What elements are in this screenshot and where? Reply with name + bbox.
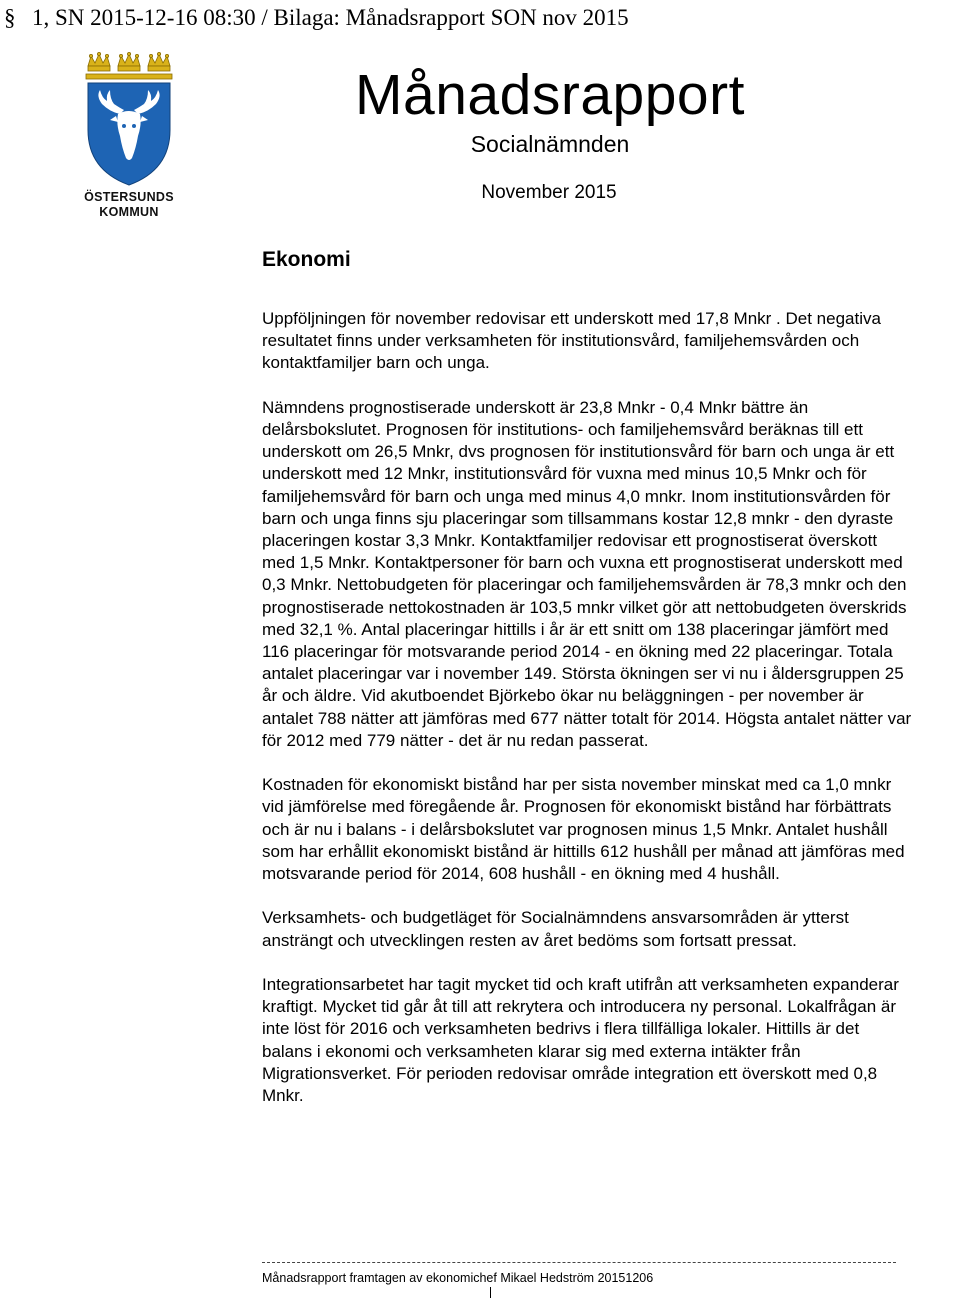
logo-name-line2: KOMMUN: [99, 205, 159, 219]
coat-of-arms-icon: [80, 52, 178, 187]
paragraph: Nämndens prognostiserade underskott är 23,8 Mnkr - 0,4 Mnkr bättre än delårsbokslutet. Prognosen för institutions- och familjehemsvård beräknas till ett underskott om 26,5 Mnkr, dvs prognosen för institutionsvård för barn och unga är ett underskott med 12 Mnkr, institutionsvård för vuxna med minus 10,5 Mnkr och för familjehemsvård för barn och unga med minus 4,0 mnkr. Inom institutionsvården för barn och unga finns sju placeringar som tillsammans kostar 12,8 mnkr - den dyraste placeringen kostar 3,3 Mnkr. Kontaktfamiljer redovisar ett prognostiserat överskott med 1,5 Mnkr. Kontaktpersoner för barn och vuxna ett prognostiserat underskott med 0,3 Mnkr. Nettobudgeten för placeringar och familjehemsvården är 78,3 mnkr och den prognostiserade nettokostnaden är 103,5 mnkr vilket gör att nettobudgeten överskrids med 32,1 %. Antal placeringar hittills i år är ett snitt om 138 placeringar jämfört med 116 placeringar för motsvarande period 2014 - en ökning med 22 placeringar. Totala antalet placeringar var i november 149. Största ökningen ser vi nu i åldersgruppen 25 år och äldre. Vid akutboendet Björkebo ökar nu beläggningen - per november är antalet 788 nätter att jämföras med 677 nätter totalt för 2014. Högsta antalet nätter var för 2012 med 779 nätter - det är nu redan passerat.: [262, 397, 912, 750]
crown-icon: [148, 52, 170, 71]
ostersunds-kommun-logo: [80, 52, 178, 222]
logo-name-line1: ÖSTERSUNDS: [84, 190, 174, 204]
page-header: [0, 0, 960, 36]
section-symbol: §: [4, 5, 16, 30]
paragraph: Integrationsarbetet har tagit mycket tid och kraft utifrån att verksamheten expanderar kraftigt. Mycket tid går åt till att rekrytera och introducera ny personal. Lokalfrågan är inte löst för 2016 och verksamheten bedrivs i flera tillfälliga lokaler. Hittills är det balans i ekonomi och verksamheten klarar sig med externa intäkter från Migrationsverket. För perioden redovisar område integration ett överskott med 0,8 Mnkr.: [262, 975, 899, 1106]
paragraph: Verksamhets- och budgetläget för Socialnämndens ansvarsområden är ytterst ansträngt och utvecklingen resten av året bedöms som fortsatt pressat.: [262, 908, 849, 950]
logo-text: [80, 190, 178, 220]
report-body: [262, 308, 912, 1129]
paragraph: Uppföljningen för november redovisar ett underskott med 17,8 Mnkr . Det negativa resultatet finns under verksamheten för institutionsvård, familjehemsvården och kontaktfamiljer barn och unga.: [262, 309, 881, 373]
report-date: November 2015: [481, 182, 617, 203]
footer-text: Månadsrapport framtagen av ekonomichef Mikael Hedström 20151206: [262, 1271, 654, 1285]
crown-icon: [88, 52, 110, 71]
header-text: 1, SN 2015-12-16 08:30 / Bilaga: Månadsrapport SON nov 2015: [32, 5, 629, 30]
document-subtitle: Socialnämnden: [470, 131, 630, 157]
footer-divider: [262, 1262, 896, 1263]
document-title: Månadsrapport: [355, 63, 745, 127]
section-heading: Ekonomi: [262, 248, 351, 271]
crown-icon: [118, 52, 140, 71]
page-marker: [490, 1287, 491, 1298]
paragraph: Kostnaden för ekonomiskt bistånd har per sista november minskat med ca 1,0 mnkr vid jämförelse med föregående år. Prognosen för ekonomiskt bistånd har förbättrats och är nu i balans - i delårsbokslutet var prognosen minus 1,5 Mnkr. Antalet hushåll som har erhållit ekonomiskt bistånd är hittills 612 hushåll per månad att jämföras med motsvarande period för 2014, 608 hushåll - en ökning med 4 hushåll.: [262, 775, 905, 884]
